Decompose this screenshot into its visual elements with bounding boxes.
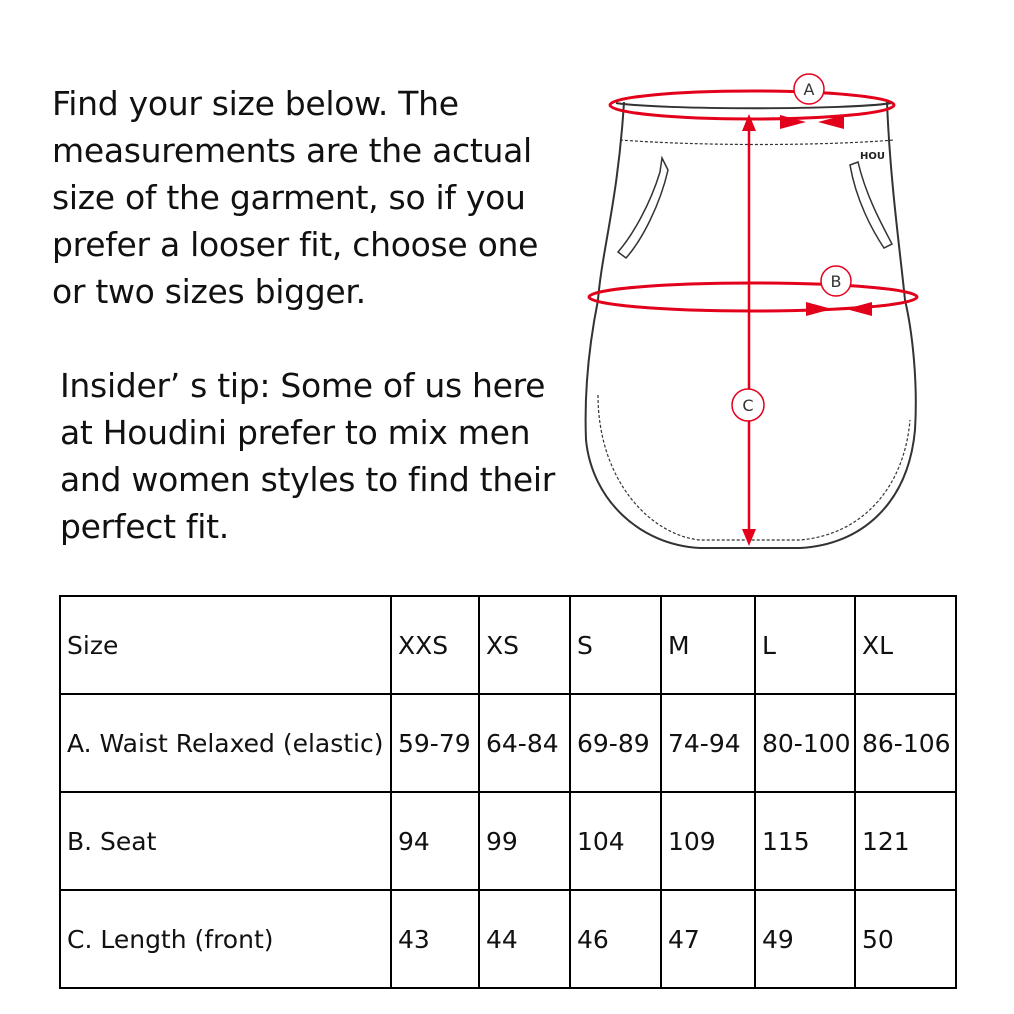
table-header-row <box>60 596 956 694</box>
header-cell: XS <box>479 596 570 694</box>
intro-paragraph: Find your size below. The measurements are the actual size of the garment, so if you prefer a looser fit, choose one or two sizes bigger. <box>52 84 539 311</box>
table-cell: 46 <box>570 890 661 988</box>
header-cell: S <box>570 596 661 694</box>
insider-tip: Insider’ s tip: Some of us here at Houdini prefer to mix men and women styles to find their perfect fit. <box>60 366 556 546</box>
table-cell: 109 <box>661 792 755 890</box>
svg-text:B: B <box>830 272 842 291</box>
marker-b <box>821 266 851 296</box>
skirt-illustration <box>586 102 916 548</box>
waist-measurement-line <box>610 91 894 119</box>
table-cell: 69-89 <box>570 694 661 792</box>
table-cell: 104 <box>570 792 661 890</box>
row-label: A. Waist Relaxed (elastic) <box>60 694 391 792</box>
row-label: B. Seat <box>60 792 391 890</box>
size-chart-table <box>59 595 957 989</box>
table-cell: 94 <box>391 792 479 890</box>
header-cell: XL <box>855 596 956 694</box>
brand-logo: HOU <box>860 151 885 162</box>
table-cell: 99 <box>479 792 570 890</box>
length-measurement-line <box>742 114 756 546</box>
table-cell: 50 <box>855 890 956 988</box>
svg-text:C: C <box>742 396 754 415</box>
table-cell: 59-79 <box>391 694 479 792</box>
table-cell: 80-100 <box>755 694 855 792</box>
table-cell: 43 <box>391 890 479 988</box>
skirt-measurement-diagram <box>580 68 930 558</box>
table-cell: 47 <box>661 890 755 988</box>
header-cell: Size <box>60 596 391 694</box>
marker-a <box>794 74 824 104</box>
table-row <box>60 694 956 792</box>
table-cell: 115 <box>755 792 855 890</box>
table-cell: 44 <box>479 890 570 988</box>
table-cell: 49 <box>755 890 855 988</box>
table-cell: 86-106 <box>855 694 956 792</box>
intro-text <box>52 80 572 550</box>
marker-c <box>732 389 764 421</box>
svg-text:A: A <box>803 80 815 99</box>
header-cell: L <box>755 596 855 694</box>
table-cell: 74-94 <box>661 694 755 792</box>
table-row <box>60 792 956 890</box>
row-label: C. Length (front) <box>60 890 391 988</box>
header-cell: M <box>661 596 755 694</box>
header-cell: XXS <box>391 596 479 694</box>
table-cell: 121 <box>855 792 956 890</box>
table-row <box>60 890 956 988</box>
table-cell: 64-84 <box>479 694 570 792</box>
